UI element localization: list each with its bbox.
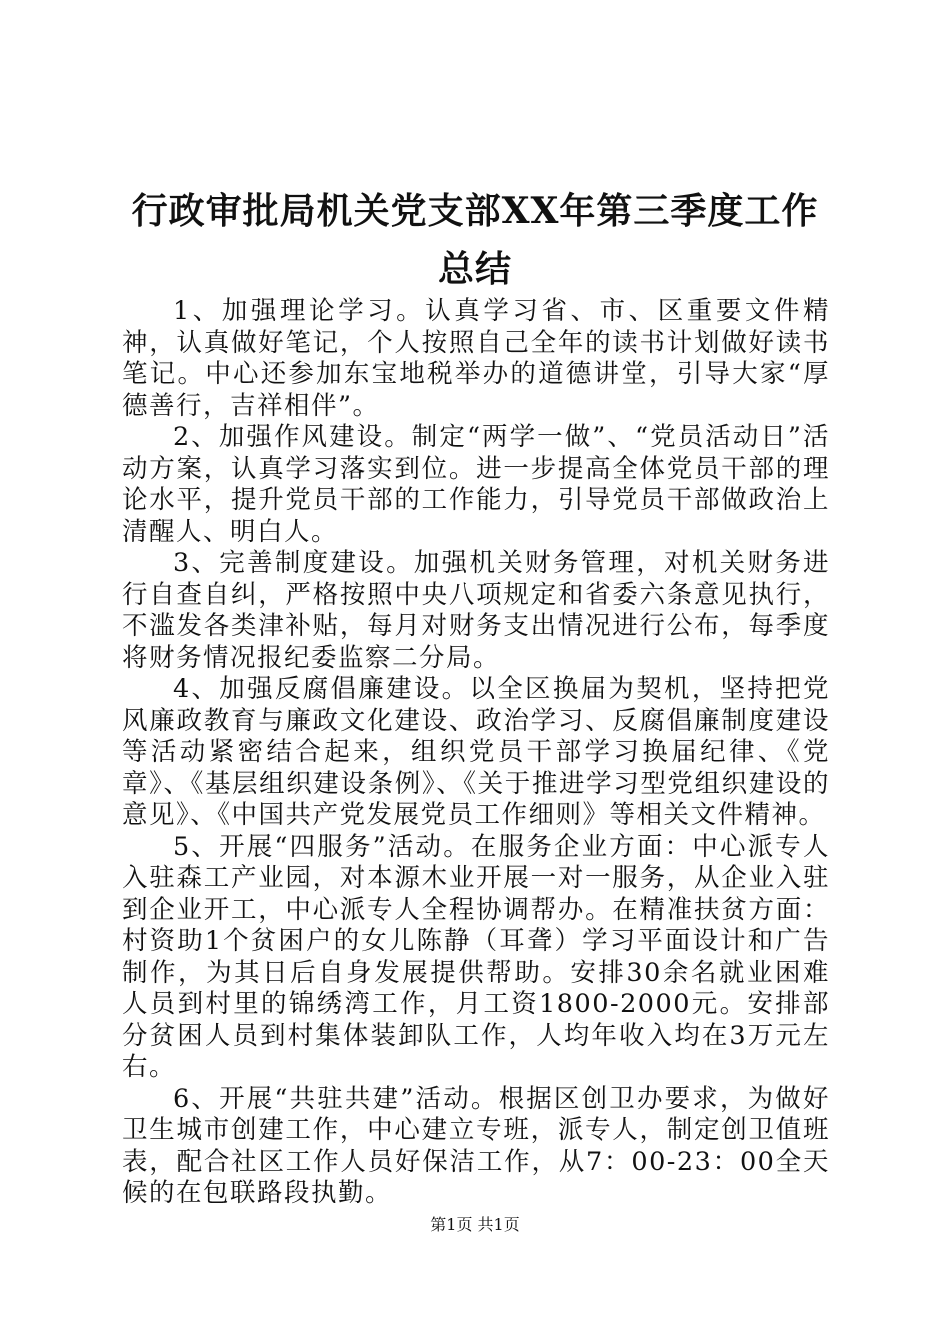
document-title: 行政审批局机关党支部XX年第三季度工作总结 (131, 190, 819, 290)
document-body (122, 296, 830, 1210)
paragraph-4: 4、加强反腐倡廉建设。以全区换届为契机，坚持把党风廉政教育与廉政文化建设、政治学习、反腐倡廉制度建设等活动紧密结合起来，组织党员干部学习换届纪律、《党章》、《基层组织建设条例》、《关于推进学习型党组织建设的意见》、《中国共产党发展党员工作细则》等相关文件精神。 (122, 674, 830, 830)
paragraph-2: 2、加强作风建设。制定“两学一做”、“党员活动日”活动方案，认真学习落实到位。进一步提高全体党员干部的理论水平，提升党员干部的工作能力，引导党员干部做政治上清醒人、明白人。 (122, 422, 830, 547)
page-footer: 第1页 共1页 (430, 1215, 520, 1234)
paragraph-1: 1、加强理论学习。认真学习省、市、区重要文件精神，认真做好笔记，个人按照自己全年的读书计划做好读书笔记。中心还参加东宝地税举办的道德讲堂，引导大家“厚德善行，吉祥相伴”。 (122, 296, 830, 421)
paragraph-6: 6、开展“共驻共建”活动。根据区创卫办要求，为做好卫生城市创建工作，中心建立专班，派专人，制定创卫值班表，配合社区工作人员好保洁工作，从7：00-23：00全天候的在包联路段执勤。 (122, 1083, 830, 1208)
paragraph-3: 3、完善制度建设。加强机关财务管理，对机关财务进行自查自纠，严格按照中央八项规定和省委六条意见执行，不滥发各类津补贴，每月对财务支出情况进行公布，每季度将财务情况报纪委监察二分局。 (122, 548, 830, 673)
paragraph-5: 5、开展“四服务”活动。在服务企业方面：中心派专人入驻森工产业园，对本源木业开展一对一服务，从企业入驻到企业开工，中心派专人全程协调帮办。在精准扶贫方面：村资助1个贫困户的女儿陈静（耳聋）学习平面设计和广告制作，为其日后自身发展提供帮助。安排30余名就业困难人员到村里的锦绣湾工作，月工资1800-2000元。安排部分贫困人员到村集体装卸队工作，人均年收入均在3万元左右。 (122, 831, 830, 1082)
